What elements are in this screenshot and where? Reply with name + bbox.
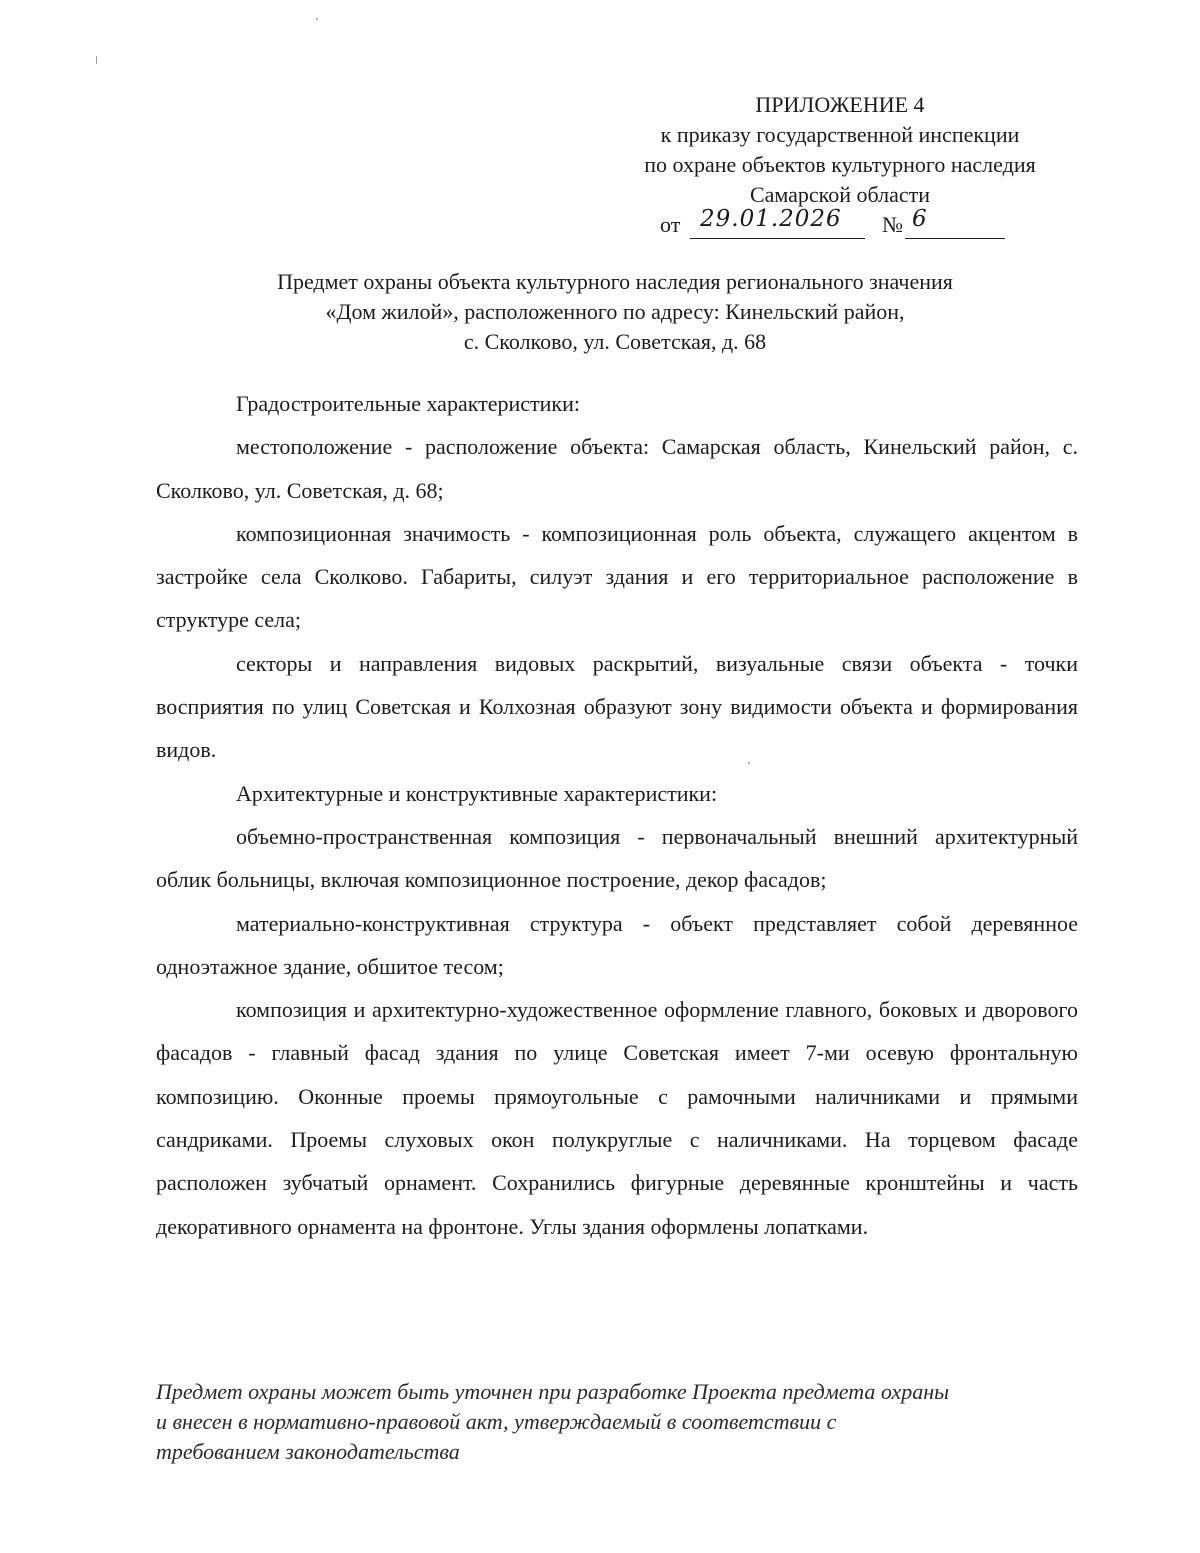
scan-artifact [96,56,97,64]
number-underline [905,238,1005,239]
appendix-line-2: по охране объектов культурного наследия [644,152,1036,177]
paragraph-facade-composition: композиция и архитектурно-художественное оформление главного, боковых и дворового фасадов - главный фасад здания по улице Советская имеет 7-ми осевую фронтальную композицию. Оконные проемы прямоугольные с рамочными наличниками и прямыми сандриками. Проемы слуховых окон полукруглые с наличниками. На торцевом фасаде расположен зубчатый орнамент. Сохранились фигурные деревянные кронштейны и часть декоративного орнамента на фронтоне. Углы здания оформлены лопатками. [156,997,1078,1239]
paragraph-compositional-significance: композиционная значимость - композиционная роль объекта, служащего акцентом в застройке села Сколково. Габариты, силуэт здания и его территориальное расположение в структуре села; [156,520,1078,633]
appendix-line-3: Самарской области [749,182,931,207]
appendix-title: ПРИЛОЖЕНИЕ 4 [755,92,925,117]
document-title [150,267,1080,357]
footnote-line-3: требованием законодательства [156,1439,460,1464]
appendix-header [560,90,1120,244]
document-body [156,382,1078,1248]
date-prefix: от [660,212,681,237]
footnote-line-2: и внесен в нормативно-правовой акт, утверждаемый в соответствии с [156,1409,837,1434]
handwritten-date: 29.01.2026 [700,206,842,232]
date-underline [690,238,865,239]
paragraph-material-structure: материально-конструктивная структура - объект представляет собой деревянное одноэтажное здание, обшитое тесом; [156,910,1078,979]
paragraph-location: местоположение - расположение объекта: Самарская область, Кинельский район, с. Сколково, ул. Советская, д. 68; [156,434,1078,503]
footnote [156,1377,1096,1467]
title-line-2: «Дом жилой», расположенного по адресу: Кинельский район, [325,299,905,324]
paragraph-urban-planning-heading: Градостроительные характеристики: [236,391,580,416]
order-date-line [560,206,1120,244]
paragraph-volume-composition: объемно-пространственная композиция - первоначальный внешний архитектурный облик больницы, включая композиционное построение, декор фасадов; [156,823,1078,893]
number-sign: № [882,212,903,237]
title-line-3: с. Сколково, ул. Советская, д. 68 [463,329,767,354]
handwritten-number: 6 [912,206,927,232]
footnote-line-1: Предмет охраны может быть уточнен при разработке Проекта предмета охраны [156,1379,950,1404]
paragraph-view-sectors: секторы и направления видовых раскрытий, визуальные связи объекта - точки восприятия по улиц Советская и Колхозная образуют зону видимости объекта и формирования видов. [156,650,1078,763]
paragraph-architectural-heading: Архитектурные и конструктивные характеристики: [236,780,718,806]
title-line-1: Предмет охраны объекта культурного наследия регионального значения [277,269,953,294]
scan-artifact [316,18,318,20]
appendix-line-1: к приказу государственной инспекции [660,122,1020,147]
